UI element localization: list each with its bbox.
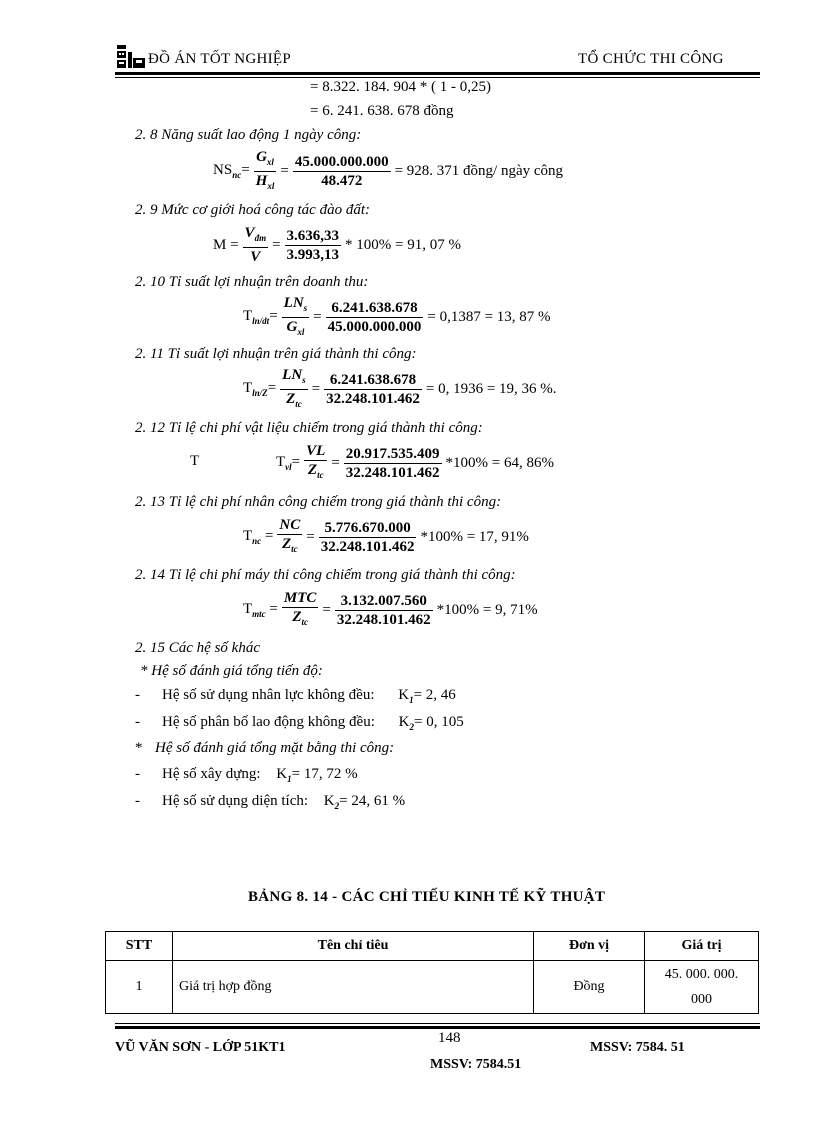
formula-2-10: $T_{ln/dt}=$ $\frac{LN_s}{G_{xl}}$ = $\frac{6.241.638.678}{45.000.000.000}$ = 0,1387 = 13, 87 % — [243, 296, 551, 338]
header-title-left: ĐỒ ÁN TỐT NGHIỆP — [148, 51, 291, 67]
formula-lhs: $T_{vl}=$ — [276, 454, 301, 472]
numeric-fraction: $\frac{5.776.670.000}{32.248.101.462}$ — [320, 519, 415, 555]
formula-lhs: $T_{ln/dt}=$ — [243, 308, 278, 326]
header-title-right: TỔ CHỨC THI CÔNG — [578, 51, 724, 67]
col-header-name: Tên chỉ tiêu — [173, 932, 534, 961]
list-item: - Hệ số sử dụng diện tích: $K_2= 24$, 61 % — [135, 793, 406, 811]
indicators-table — [105, 931, 759, 1014]
formula-lhs: $NS_{nc}=$ — [213, 162, 250, 180]
formula-result: * 100% = 91, 07 % — [345, 236, 461, 253]
footer-rule-thick — [115, 1026, 760, 1029]
formula-lhs: $T_{nc}$ = — [243, 528, 274, 546]
formula-lhs: $T_{mtc}$ = — [243, 601, 278, 619]
formula-2-14: $T_{mtc}$ = $\frac{\text{MTC}}{Z_{tc}}$ = $\frac{3.132.007.560}{32.248.101.462}$ *100% = 9, 71% — [243, 589, 538, 631]
symbolic-fraction: $\frac{\text{MTC}}{Z_{tc}}$ — [283, 590, 317, 627]
section-2-10-title: 2. 10 Tỉ suất lợi nhuận trên doanh thu: — [135, 274, 369, 290]
section-2-9-title: 2. 9 Mức cơ giới hoá công tác đào đất: — [135, 202, 370, 218]
calc-line-2: = 6. 241. 638. 678 đồng — [310, 103, 454, 119]
formula-2-11: $T_{ln/Z}=$ $\frac{LN_s}{Z_{tc}}$ = $\frac{6.241.638.678}{32.248.101.462}$ = 0, 1936 = 19, 36 %. — [243, 368, 557, 410]
formula-2-12: $T_{vl}=$ $\frac{VL}{Z_{tc}}$ = $\frac{20.917.535.409}{32.248.101.462}$ *100% = 64, 86% — [276, 442, 554, 484]
formula-2-8: $NS_{nc}=$ $\frac{G_{xl}}{H_{xl}}$ = $\frac{45.000.000.000}{48.472}$ = 928. 371 đồng/ ngày công — [213, 150, 563, 192]
formula-result: *100% = 17, 91% — [420, 528, 529, 545]
numeric-fraction: $\frac{3.132.007.560}{32.248.101.462}$ — [336, 592, 431, 628]
list-item: - Hệ số xây dựng: $K_1= 17$, 72 % — [135, 766, 358, 784]
header-rule-thin — [115, 77, 760, 78]
col-header-value: Giá trị — [645, 932, 759, 961]
section-2-13-title: 2. 13 Tỉ lệ chi phí nhân công chiếm trong giá thành thi công: — [135, 494, 502, 510]
stray-t-label: T — [190, 453, 200, 469]
section-2-14-title: 2. 14 Tỉ lệ chi phí máy thi công chiếm trong giá thành thi công: — [135, 567, 516, 583]
section-2-11-title: 2. 11 Tỉ suất lợi nhuận trên giá thành thi công: — [135, 346, 417, 362]
list-item: - Hệ số sử dụng nhân lực không đều: $K_1= 2$, 46 — [135, 687, 456, 705]
symbolic-fraction: $\frac{G_{xl}}{H_{xl}}$ — [255, 148, 275, 191]
numeric-fraction: $\frac{45.000.000.000}{48.472}$ — [294, 153, 389, 189]
list-item: - Hệ số phân bố lao động không đều: $K_2= 0$, 105 — [135, 714, 464, 732]
header-rule-thick — [115, 72, 760, 75]
col-header-unit: Đơn vị — [534, 932, 645, 961]
footer-author: VŨ VĂN SƠN - LỚP 51KT1 — [115, 1040, 286, 1055]
symbolic-fraction: $\frac{VL}{Z_{tc}}$ — [306, 443, 326, 480]
table-title: BẢNG 8. 14 - CÁC CHỈ TIẾU KINH TẾ KỸ THUẬT — [248, 889, 606, 905]
formula-2-9: M = $\frac{V_{đm}}{V}$ = $\frac{3.636,33}{3.993,13}$ * 100% = 91, 07 % — [213, 225, 461, 265]
cell-unit: Đồng — [534, 961, 645, 1014]
numeric-fraction: $\frac{3.636,33}{3.993,13}$ — [286, 227, 340, 263]
numeric-fraction: $\frac{6.241.638.678}{45.000.000.000}$ — [327, 299, 422, 335]
group-site-title: * Hệ số đánh giá tổng mặt bằng thi công: — [135, 740, 395, 756]
cell-name: Giá trị hợp đồng — [173, 961, 534, 1014]
footer-mssv-center: MSSV: 7584.51 — [430, 1057, 522, 1072]
formula-lhs: $T_{ln/Z}=$ — [243, 380, 277, 398]
formula-result: = 0,1387 = 13, 87 % — [427, 308, 551, 325]
page-number: 148 — [438, 1030, 461, 1046]
calc-line-1: = 8.322. 184. 904 * ( 1 - 0,25) — [310, 79, 491, 95]
formula-2-13: $T_{nc}$ = $\frac{NC}{Z_{tc}}$ = $\frac{5.776.670.000}{32.248.101.462}$ *100% = 17, 91% — [243, 516, 529, 558]
section-2-12-title: 2. 12 Tỉ lệ chi phí vật liệu chiếm trong giá thành thi công: — [135, 420, 483, 436]
numeric-fraction: $\frac{6.241.638.678}{32.248.101.462}$ — [326, 371, 420, 407]
formula-result: *100% = 64, 86% — [445, 454, 554, 471]
group-progress-title: * Hệ số đánh giá tổng tiến độ: — [140, 663, 323, 679]
header-logo-icon — [116, 44, 148, 70]
symbolic-fraction: $\frac{V_{đm}}{V}$ — [244, 225, 267, 265]
symbolic-fraction: $\frac{LN_s}{G_{xl}}$ — [283, 294, 308, 337]
cell-stt: 1 — [106, 961, 173, 1014]
formula-result: = 928. 371 đồng/ ngày công — [394, 162, 564, 179]
cell-value: 45. 000. 000. 000 — [645, 961, 759, 1014]
section-2-8-title: 2. 8 Năng suất lao động 1 ngày công: — [135, 127, 362, 143]
symbolic-fraction: $\frac{LN_s}{Z_{tc}}$ — [282, 366, 306, 409]
formula-result: = 0, 1936 = 19, 36 %. — [425, 380, 557, 397]
table-header-row — [106, 932, 759, 961]
formula-lhs: M = — [213, 236, 239, 253]
footer-rule-thin — [115, 1023, 760, 1024]
footer-mssv-right: MSSV: 7584. 51 — [590, 1040, 685, 1055]
table-row — [106, 961, 759, 1014]
formula-result: *100% = 9, 71% — [436, 601, 538, 618]
symbolic-fraction: $\frac{NC}{Z_{tc}}$ — [279, 517, 301, 554]
col-header-stt: STT — [106, 932, 173, 961]
section-2-15-title: 2. 15 Các hệ số khác — [135, 640, 260, 656]
numeric-fraction: $\frac{20.917.535.409}{32.248.101.462}$ — [345, 445, 440, 481]
